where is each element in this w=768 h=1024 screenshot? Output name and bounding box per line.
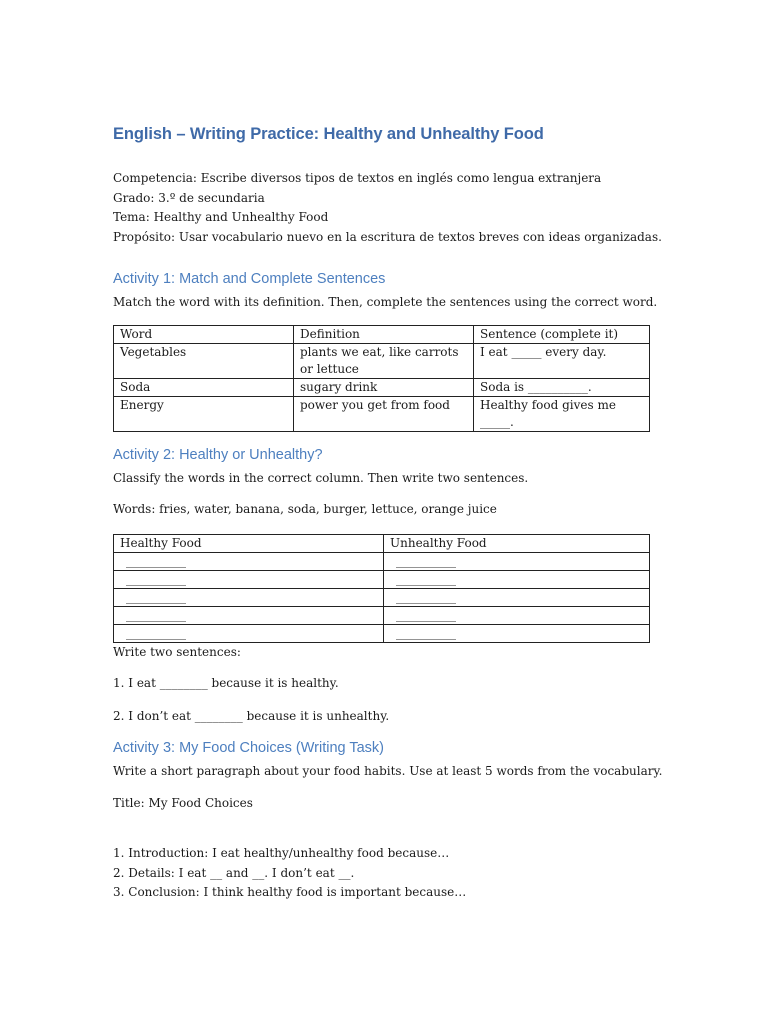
activity2-heading: Activity 2: Healthy or Unhealthy?	[113, 446, 323, 463]
sentence-1[interactable]: 1. I eat ________ because it is healthy.	[113, 676, 339, 690]
unhealthy-blank[interactable]: __________	[384, 552, 650, 570]
table-row	[114, 378, 650, 396]
healthy-blank[interactable]: __________	[114, 624, 384, 642]
activity3-steps	[113, 844, 653, 903]
meta-proposito: Propósito: Usar vocabulario nuevo en la escritura de textos breves con ideas organizadas.	[113, 229, 662, 244]
activity2-word-list: Words: fries, water, banana, soda, burger, lettuce, orange juice	[113, 502, 497, 516]
table-row	[114, 396, 650, 431]
activity1-heading: Activity 1: Match and Complete Sentences	[113, 271, 386, 287]
activity2-table	[113, 534, 650, 643]
table-row	[114, 570, 650, 588]
step-introduction: 1. Introduction: I eat healthy/unhealthy food because…	[113, 846, 450, 860]
step-conclusion: 3. Conclusion: I think healthy food is important because…	[113, 885, 467, 899]
table-row	[114, 606, 650, 624]
table-header-row	[114, 534, 650, 552]
cell-word: Vegetables	[114, 343, 294, 378]
unhealthy-blank[interactable]: __________	[384, 606, 650, 624]
healthy-blank[interactable]: __________	[114, 588, 384, 606]
header-sentence: Sentence (complete it)	[474, 325, 650, 343]
healthy-blank[interactable]: __________	[114, 570, 384, 588]
cell-sentence[interactable]: Soda is __________.	[474, 378, 650, 396]
table-row	[114, 552, 650, 570]
meta-grado: Grado: 3.º de secundaria	[113, 190, 265, 205]
cell-definition: plants we eat, like carrots or lettuce	[294, 343, 474, 378]
unhealthy-blank[interactable]: __________	[384, 624, 650, 642]
healthy-blank[interactable]: __________	[114, 606, 384, 624]
header-definition: Definition	[294, 325, 474, 343]
unhealthy-blank[interactable]: __________	[384, 588, 650, 606]
cell-sentence[interactable]: Healthy food gives me _____.	[474, 396, 650, 431]
sentence-2[interactable]: 2. I don’t eat ________ because it is unhealthy.	[113, 708, 390, 723]
unhealthy-blank[interactable]: __________	[384, 570, 650, 588]
table-row	[114, 588, 650, 606]
activity2-instruction: Classify the words in the correct column. Then write two sentences.	[113, 470, 529, 485]
activity3-title-line: Title: My Food Choices	[113, 795, 253, 810]
sentences-label: Write two sentences:	[113, 644, 241, 659]
cell-word: Energy	[114, 396, 294, 431]
document-content	[113, 124, 663, 903]
activity1-instruction: Match the word with its definition. Then, complete the sentences using the correct word.	[113, 295, 658, 309]
cell-word: Soda	[114, 378, 294, 396]
cell-definition: power you get from food	[294, 396, 474, 431]
document-title: English – Writing Practice: Healthy and Unhealthy Food	[113, 125, 544, 143]
meta-competencia: Competencia: Escribe diversos tipos de textos en inglés como lengua extranjera	[113, 171, 602, 185]
document-meta	[113, 169, 662, 247]
table-row	[114, 343, 650, 378]
table-header-row	[114, 325, 650, 343]
header-healthy: Healthy Food	[114, 534, 384, 552]
activity3-heading: Activity 3: My Food Choices (Writing Task)	[113, 740, 385, 756]
cell-sentence[interactable]: I eat _____ every day.	[474, 343, 650, 378]
activity3-instruction: Write a short paragraph about your food habits. Use at least 5 words from the vocabulary.	[113, 764, 663, 778]
activity1-table	[113, 325, 650, 432]
step-details: 2. Details: I eat __ and __. I don’t eat __.	[113, 865, 355, 880]
table-row	[114, 624, 650, 642]
meta-tema: Tema: Healthy and Unhealthy Food	[113, 210, 329, 224]
header-word: Word	[114, 325, 294, 343]
healthy-blank[interactable]: __________	[114, 552, 384, 570]
cell-definition: sugary drink	[294, 378, 474, 396]
header-unhealthy: Unhealthy Food	[384, 534, 650, 552]
